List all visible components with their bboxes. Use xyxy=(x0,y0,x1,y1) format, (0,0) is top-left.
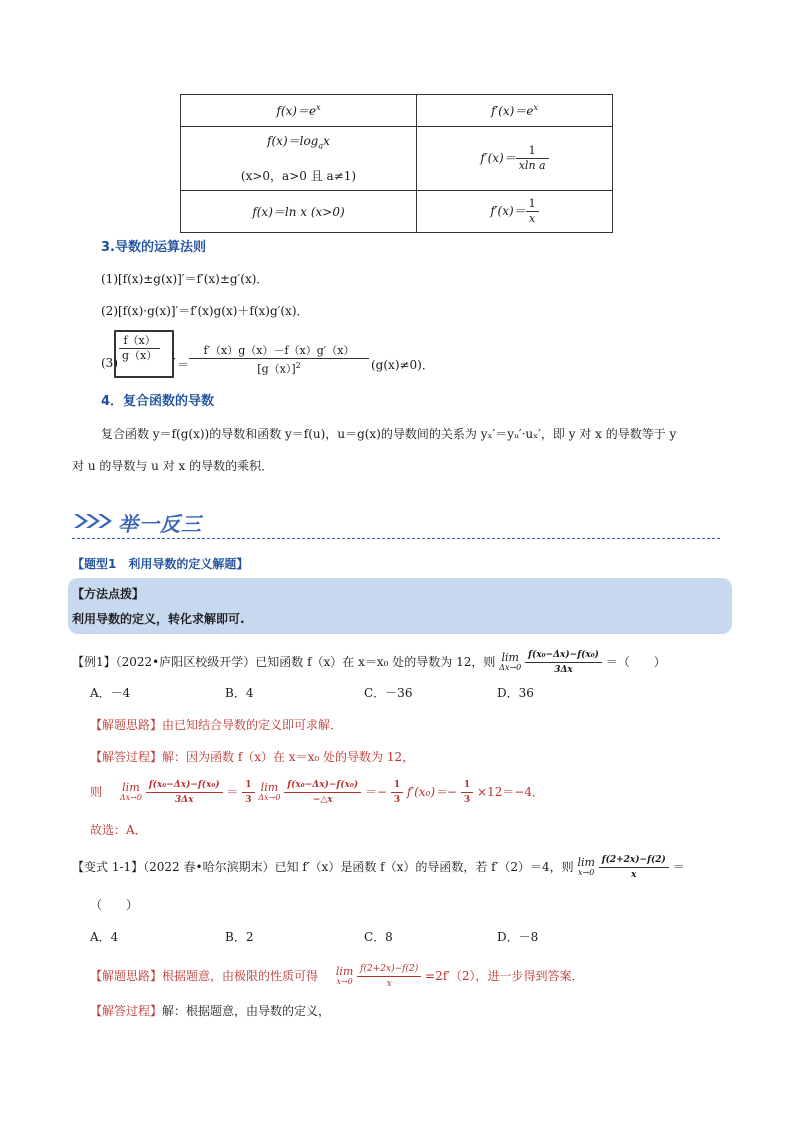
limit: lim x→0 xyxy=(335,964,354,986)
table-cell: f′(x)＝ $\frac{1}{\text{xln a}}$ xyxy=(417,127,613,191)
variant1-bracket: （ ） xyxy=(90,898,139,912)
fraction: $\frac{f(2+2x)-f(2)}{x}$ xyxy=(357,962,421,991)
variant1-process: 【解答过程】解：根据题意，由导数的定义， xyxy=(90,1004,331,1018)
option-c: C．8 xyxy=(364,930,393,944)
fraction: $\frac{1}{x}$ xyxy=(526,197,539,226)
banner-title: 举一反三 xyxy=(118,512,202,536)
limit: lim Δx→0 xyxy=(499,650,522,672)
banner-arrows-icon xyxy=(72,510,120,536)
table-cell: $f(x)=e^x$ xyxy=(181,95,417,127)
option-b: B．4 xyxy=(225,686,254,700)
option-b: B．2 xyxy=(225,930,254,944)
section4-para-line1: 复合函数 y＝f(g(x))的导数和函数 y＝f(u)，u＝g(x)的导数间的关系为 yₓ′＝yᵤ′·uₓ′，即 y 对 x 的导数等于 y xyxy=(101,427,677,441)
fraction: $\frac{\text{f(x₀−Δx)−f(x₀)}}{3\Delta x}$ xyxy=(525,648,602,677)
example1-answer: 故选：A． xyxy=(90,823,147,837)
table-cell: f(x)＝ln x (x>0) xyxy=(181,191,417,233)
variant1-question: 【变式 1-1】（2022 春•哈尔滨期末）已知 f′（x）是函数 f（x）的导函数，若 f′（2）＝4，则 lim x→0 $\frac{f(2+2x)-f(2)}{x}$ ＝ xyxy=(72,855,685,880)
banner-divider xyxy=(72,538,720,539)
table-cell: f′(x)＝ $\frac{1}{x}$ xyxy=(417,191,613,233)
option-a: A．4 xyxy=(90,930,119,944)
example1-equation: 则 lim Δx→0 $\frac{\text{f(x₀−Δx)−f(x₀)}}{3\Delta x}$ ＝ $\frac{1}{3}$ lim Δx→0 $\frac{\text{f(x₀−Δx)−f(x₀)}}{-\triangle x}$ ＝− $\frac{1}{3}$ f′(x₀)＝− $\frac{1}{3}$ ×12＝−4． xyxy=(90,780,545,805)
table-cell: $f'(x)=e^x$ xyxy=(417,95,613,127)
section4-para-line2: 对 u 的导数与 u 对 x 的导数的乘积． xyxy=(72,459,274,473)
fraction: $\frac{1}{3}$ xyxy=(391,778,403,807)
option-d: D．－8 xyxy=(497,930,539,944)
section3-heading: 3.导数的运算法则 xyxy=(101,240,206,255)
option-c: C．－36 xyxy=(364,686,413,700)
fraction: $\frac{\text{f(x₀−Δx)−f(x₀)}}{-\triangle x}$ xyxy=(284,778,361,807)
fraction: $\frac{1}{3}$ xyxy=(461,778,473,807)
limit: lim Δx→0 xyxy=(119,780,142,802)
condition-text: (x>0，a>0 且 a≠1) xyxy=(240,169,357,184)
derivative-table xyxy=(180,94,613,233)
fraction: $\frac{f'(x)g(x)-f(x)g'(x)}{[g(x)]^2}$ xyxy=(189,344,369,377)
limit: lim Δx→0 xyxy=(258,780,281,802)
rule-2: (2)[f(x)·g(x)]′＝f′(x)g(x)＋f(x)g′(x)． xyxy=(101,304,309,318)
fraction: $\frac{f(2+2x)-f(2)}{x}$ xyxy=(599,853,669,882)
option-a: A．－4 xyxy=(90,686,131,700)
method-text: 利用导数的定义，转化求解即可. xyxy=(72,612,245,626)
fraction: $\frac{f(x)}{g(x)}$ xyxy=(119,334,160,363)
limit: lim x→0 xyxy=(577,855,595,877)
type1-heading: 【题型1 利用导数的定义解题】 xyxy=(72,557,249,571)
table-cell: $f(x)=\log_ax$ (x>0，a>0 且 a≠1) xyxy=(181,127,417,191)
option-d: D．36 xyxy=(497,686,534,700)
example1-idea: 【解题思路】由已知结合导数的定义即可求解． xyxy=(90,718,343,732)
example1-process: 【解答过程】解：因为函数 f（x）在 x＝x₀ 处的导数为 12， xyxy=(90,750,415,764)
fraction: $\frac{1}{\text{xln a}}$ xyxy=(516,144,549,173)
variant1-idea: 【解题思路】根据题意，由极限的性质可得 lim x→0 $\frac{f(2+2x)-f(2)}{x}$ =2f′（2），进一步得到答案． xyxy=(90,964,584,989)
section4-heading: 4．复合函数的导数 xyxy=(101,394,215,409)
example1-question: 【例1】（2022•庐阳区校级开学）已知函数 f（x）在 x＝x₀ 处的导数为 12，则 lim Δx→0 $\frac{\text{f(x₀−Δx)−f(x₀)}}{3\Delta x}$ ＝（ ） xyxy=(72,650,666,675)
method-title: 【方法点拨】 xyxy=(72,587,145,601)
rule-1: (1)[f(x)±g(x)]′＝f′(x)±g′(x)． xyxy=(101,272,269,286)
fraction: $\frac{\text{f(x₀−Δx)−f(x₀)}}{3\Delta x}$ xyxy=(146,778,223,807)
fraction: $\frac{1}{3}$ xyxy=(242,778,254,807)
